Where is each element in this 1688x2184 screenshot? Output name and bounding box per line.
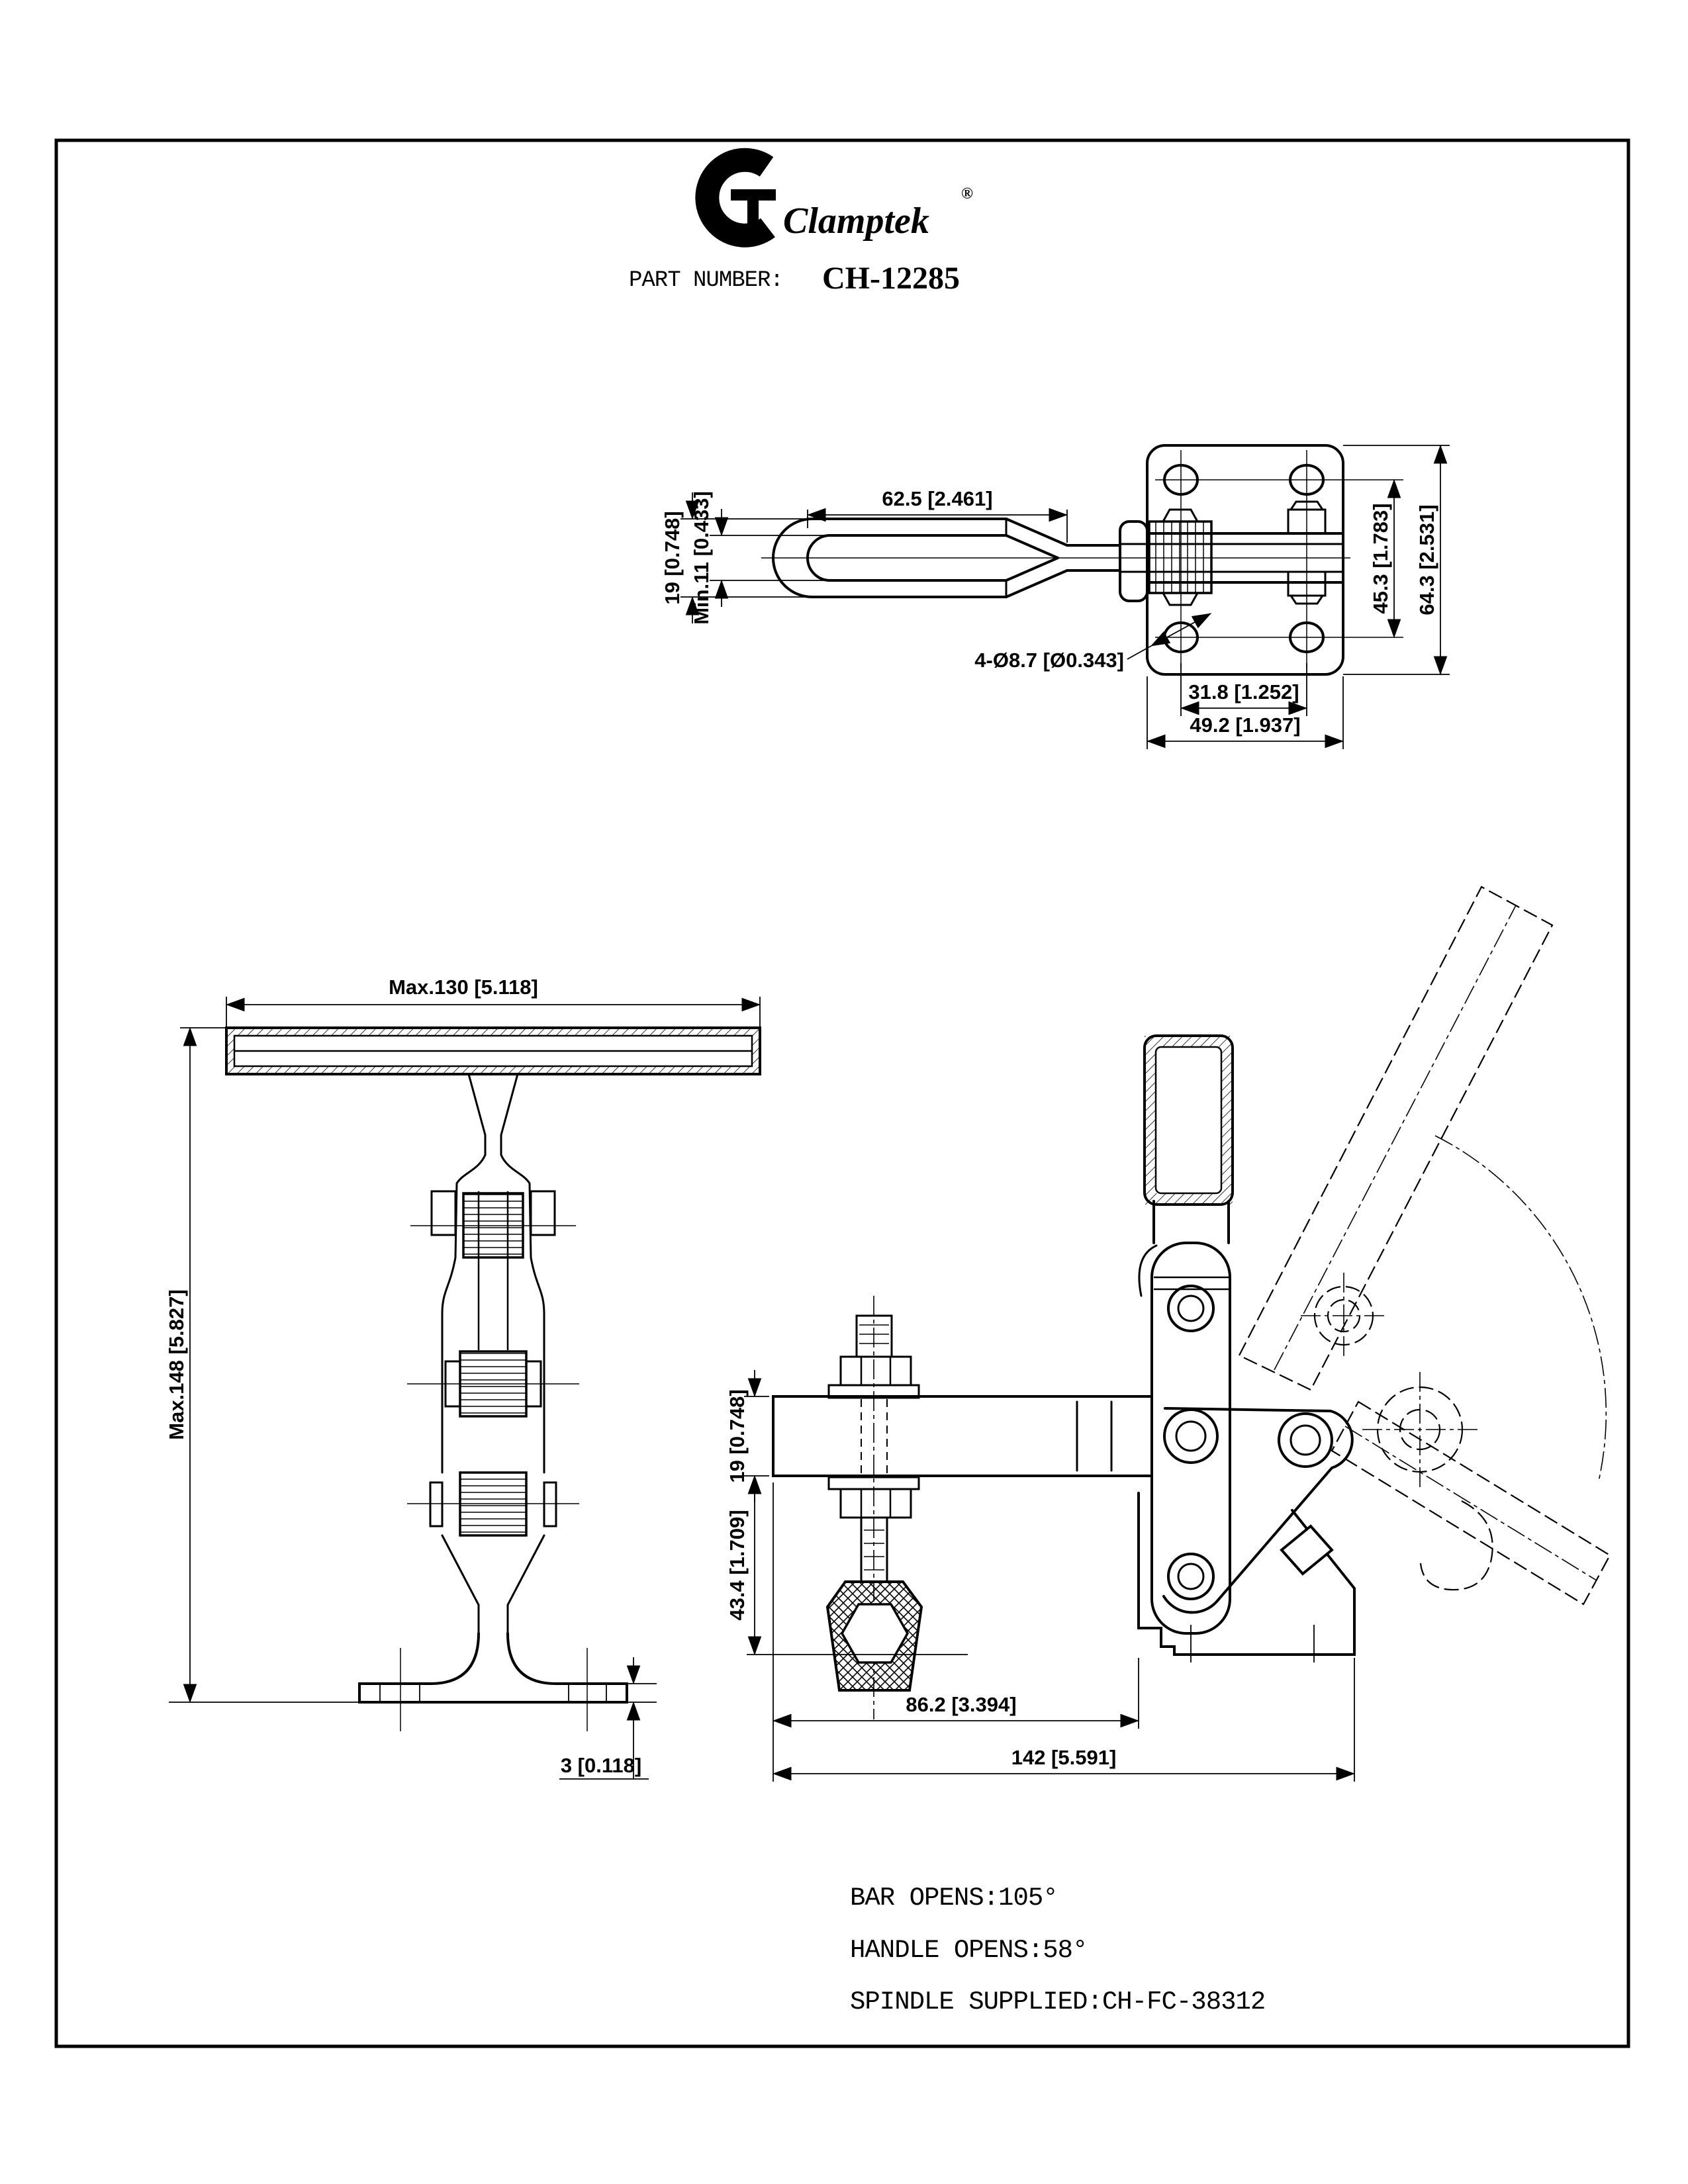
side-view-phantom-open: [1239, 887, 1610, 1604]
side-view-dimensions: [726, 1370, 1354, 1782]
front-view-linkage: [407, 1074, 579, 1633]
dim-bar-reach: 86.2 [3.394]: [906, 1693, 1017, 1716]
top-view: [661, 445, 1450, 749]
note-bar-opens: BAR OPENS:105°: [850, 1884, 1058, 1913]
clamptek-logo-icon: [707, 160, 776, 236]
specification-notes: [850, 1884, 1265, 2017]
top-view-dimensions: [661, 445, 1440, 749]
front-view: [165, 976, 760, 1779]
dim-plate-length: 64.3 [2.531]: [1415, 504, 1438, 615]
front-view-base: [169, 1633, 627, 1731]
registered-mark: ®: [961, 185, 973, 203]
dim-handle-length: 62.5 [2.461]: [882, 487, 993, 510]
dim-slot-width: Min.11 [0.433]: [690, 491, 713, 625]
dim-mounting-holes: 4-Ø8.7 [Ø0.343]: [974, 649, 1124, 672]
dim-hole-pitch-vertical: 45.3 [1.783]: [1369, 503, 1392, 614]
note-handle-opens: HANDLE OPENS:58°: [850, 1936, 1088, 1965]
header: [629, 160, 973, 296]
front-view-handle-bar: [226, 1028, 760, 1074]
side-view-spindle: [827, 1296, 921, 1719]
side-view: [726, 887, 1610, 1782]
dim-max-width: Max.130 [5.118]: [389, 976, 538, 999]
sheet-border: [56, 140, 1628, 2046]
part-number-label: PART NUMBER:: [629, 268, 783, 293]
dim-spindle-reach: 43.4 [1.709]: [726, 1510, 749, 1621]
dim-base-thickness: 3 [0.118]: [560, 1754, 642, 1777]
dim-handle-width: 19 [0.748]: [661, 511, 684, 605]
dim-overall-length: 142 [5.591]: [1011, 1746, 1117, 1769]
brand-name: Clamptek: [783, 201, 929, 242]
dim-bar-section: 19 [0.748]: [726, 1389, 749, 1483]
top-view-plate: [761, 445, 1450, 674]
dim-hole-pitch-horizontal: 31.8 [1.252]: [1188, 680, 1299, 704]
dim-max-height: Max.148 [5.827]: [165, 1289, 188, 1440]
top-view-rivet: [1149, 510, 1211, 605]
note-spindle-supplied: SPINDLE SUPPLIED:CH-FC-38312: [850, 1987, 1266, 2017]
dim-plate-width: 49.2 [1.937]: [1190, 713, 1301, 737]
side-view-bar: [773, 1396, 1152, 1476]
part-number-value: CH-12285: [822, 261, 960, 296]
